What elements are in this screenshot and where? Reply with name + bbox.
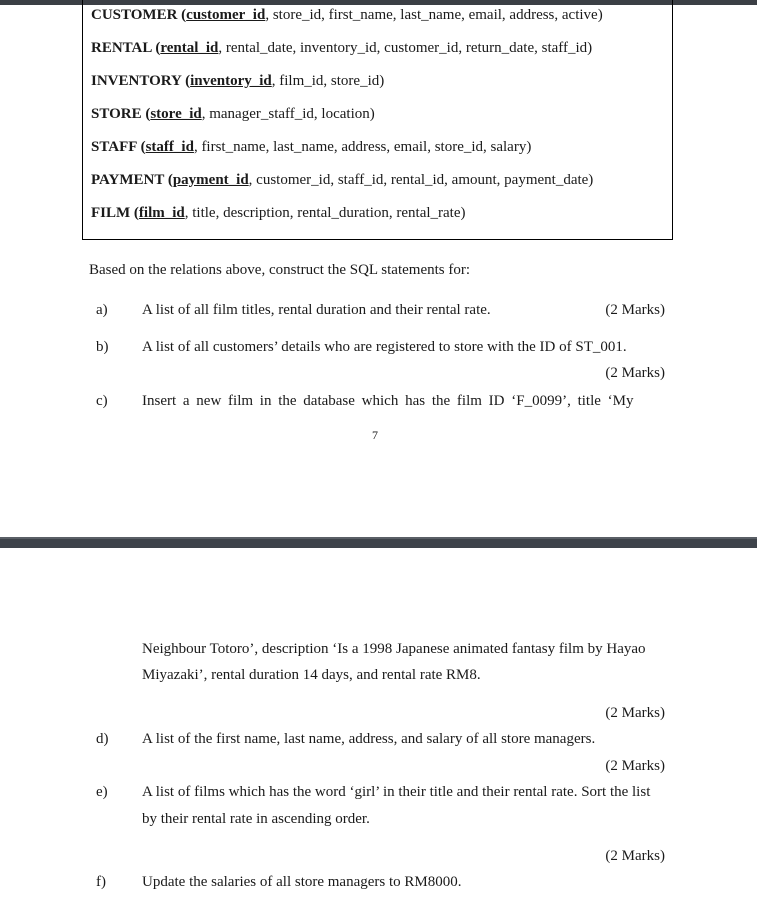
relation-customer: CUSTOMER (customer_id, store_id, first_name, last_name, email, address, active) (91, 7, 603, 23)
question-e-label: e) (96, 784, 108, 800)
question-f-label: f) (96, 874, 106, 890)
question-e-line-2: by their rental rate in ascending order. (142, 811, 370, 827)
relation-staff: STAFF (staff_id, first_name, last_name, address, email, store_id, salary) (91, 139, 532, 155)
question-a-marks: (2 Marks) (605, 302, 665, 318)
instructions: Based on the relations above, construct the SQL statements for: (89, 262, 471, 278)
relation-inventory: INVENTORY (inventory_id, film_id, store_id) (91, 73, 385, 89)
question-c-line-2: Neighbour Totoro’, description ‘Is a 1998 Japanese animated fantasy film by Hayao (142, 641, 646, 657)
relation-film: FILM (film_id, title, description, rental_duration, rental_rate) (91, 205, 466, 221)
question-b-label: b) (96, 339, 109, 355)
question-b-text: A list of all customers’ details who are registered to store with the ID of ST_001. (142, 339, 627, 355)
question-c-label: c) (96, 393, 108, 409)
question-c-line-3: Miyazaki’, rental duration 14 days, and rental rate RM8. (142, 667, 481, 683)
question-d-marks: (2 Marks) (605, 758, 665, 774)
question-e-marks: (2 Marks) (605, 848, 665, 864)
question-a-text: A list of all film titles, rental duration and their rental rate. (142, 302, 491, 318)
question-d-label: d) (96, 731, 109, 747)
page-separator-highlight (0, 537, 757, 539)
question-d-text: A list of the first name, last name, address, and salary of all store managers. (142, 731, 596, 747)
page-number: 7 (372, 428, 378, 442)
relation-payment: PAYMENT (payment_id, customer_id, staff_id, rental_id, amount, payment_date) (91, 172, 594, 188)
question-c-marks: (2 Marks) (605, 705, 665, 721)
question-b-marks: (2 Marks) (605, 365, 665, 381)
relations-box (82, 0, 673, 240)
question-f-text: Update the salaries of all store managers to RM8000. (142, 874, 462, 890)
relation-store: STORE (store_id, manager_staff_id, location) (91, 106, 375, 122)
question-c-line-1: Insert a new film in the database which has the film ID ‘F_0099’, title ‘My (142, 393, 634, 409)
question-e-line-1: A list of films which has the word ‘girl’ in their title and their rental rate. Sort the list (142, 784, 651, 800)
question-a-label: a) (96, 302, 108, 318)
relation-rental: RENTAL (rental_id, rental_date, inventory_id, customer_id, return_date, staff_id) (91, 40, 593, 56)
